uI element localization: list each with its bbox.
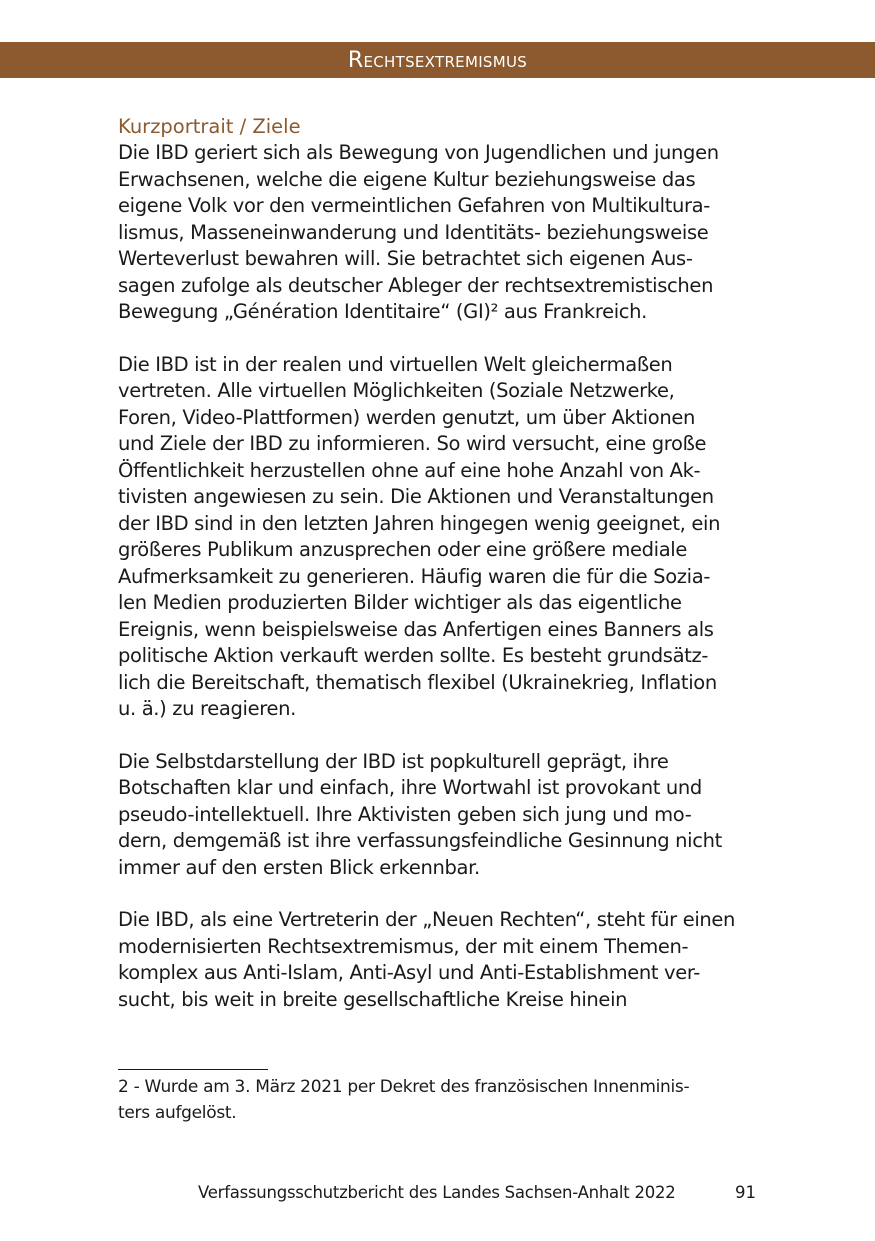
paragraph-1: Die IBD geriert sich als Bewegung von Jugendlichen und jungen Erwachsenen, welche die eigene Kultur beziehungsweise das eigene Volk vor den vermeintlichen Gefahren von Multikultura- lismus, Masseneinwanderung und Identitäts- beziehungsweise Werteverlust bewahren will. Sie betrachtet sich eigenen Aus- sagen zufolge als deutscher Ableger der rechtsextremistischen Bewegung „Génération Identitaire“ (GI)² aus Frankreich.: [118, 141, 719, 323]
chapter-header-bar: [0, 42, 875, 78]
paragraph-3: Die Selbstdarstellung der IBD ist popkulturell geprägt, ihre Botschaften klar und einfach, ihre Wortwahl ist provokant und pseudo-intellektuell. Ihre Aktivisten geben sich jung und mo- dern, demgemäß ist ihre verfassungsfeindliche Gesinnung nicht immer auf den ersten Blick erkennbar.: [118, 749, 722, 879]
footnote-divider: [118, 1069, 268, 1070]
section-heading: Kurzportrait / Ziele: [118, 115, 301, 138]
page-number: 91: [735, 1183, 756, 1202]
main-content: [118, 113, 758, 1039]
paragraph-4: Die IBD, als eine Vertreterin der „Neuen Rechten“, steht für einen modernisierten Rechtsextremismus, der mit einem Themen- komplex aus Anti-Islam, Anti-Asyl und Anti-Establishment ver- sucht, bis weit in breite gesellschaftliche Kreise hinein: [118, 908, 736, 1011]
footer-source-title: Verfassungsschutzbericht des Landes Sachsen-Anhalt 2022: [198, 1183, 676, 1202]
paragraph-2: Die IBD ist in der realen und virtuellen Welt gleichermaßen vertreten. Alle virtuellen Möglichkeiten (Soziale Netzwerke, Foren, Video-Plattformen) werden genutzt, um über Aktionen und Ziele der IBD zu informieren. So wird versucht, eine große Öffentlichkeit herzustellen ohne auf eine hohe Anzahl von Ak- tivisten angewiesen zu sein. Die Aktionen und Veranstaltungen der IBD sind in den letzten Jahren hingegen wenig geeignet, ein größeres Publikum anzusprechen oder eine größere mediale Aufmerksamkeit zu generieren. Häufig waren die für die Sozia- len Medien produzierten Bilder wichtiger als das eigentliche Ereignis, wenn beispielsweise das Anfertigen eines Banners als politische Aktion verkauft werden sollte. Es besteht grundsätz- lich die Bereitschaft, thematisch flexibel (Ukrainekrieg, Inflation u. ä.) zu reagieren.: [118, 352, 721, 720]
page-footer: [0, 1180, 875, 1206]
footnote: 2 - Wurde am 3. März 2021 per Dekret des französischen Innenminis- ters aufgelöst.: [118, 1077, 690, 1123]
chapter-title: Rechtsextremismus: [347, 48, 528, 73]
